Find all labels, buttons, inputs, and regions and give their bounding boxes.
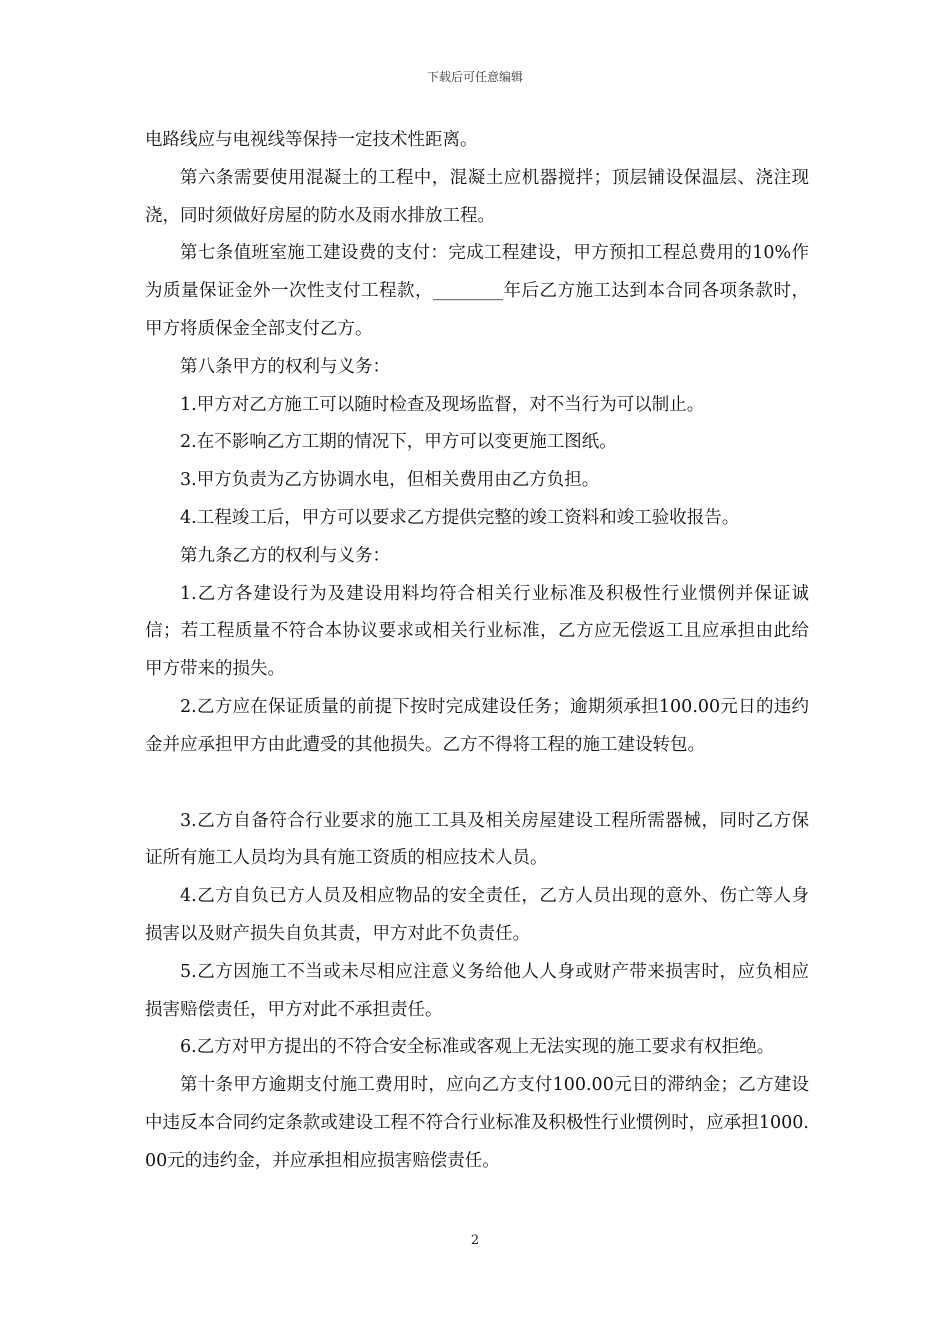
header-note: 下载后可任意编辑 xyxy=(426,70,523,84)
paragraph-group-1 xyxy=(145,122,809,765)
document-body xyxy=(145,122,809,1181)
paragraph: 电路线应与电视线等保持一定技术性距离。 xyxy=(145,130,478,150)
paragraph: 2.在不影响乙方工期的情况下，甲方可以变更施工图纸。 xyxy=(180,432,617,453)
page-number: 2 xyxy=(470,1233,480,1248)
paragraph: 4.工程竣工后，甲方可以要求乙方提供完整的竣工资料和竣工验收报告。 xyxy=(180,507,740,528)
paragraph: 第十条甲方逾期支付施工费用时，应向乙方支付100.00元日的滞纳金；乙方建设中违反本合同约定条款或建设工程不符合行业标准及积极性行业惯例时，应承担1000.00元的违约金，并应承担相应损害赔偿责任。 xyxy=(145,1075,809,1171)
paragraph: 1.乙方各建设行为及建设用料均符合相关行业标准及积极性行业惯例并保证诚信；若工程质量不符合本协议要求或相关行业标准，乙方应无偿返工且应承担由此给甲方带来的损失。 xyxy=(145,583,809,680)
paragraph-gap xyxy=(145,765,809,803)
paragraph: 4.乙方自负已方人员及相应物品的安全责任，乙方人员出现的意外、伤亡等人身损害以及财产损失自负其责，甲方对此不负责任。 xyxy=(145,886,809,944)
paragraph: 第六条需要使用混凝土的工程中，混凝土应机器搅拌；顶层铺设保温层、浇注现浇，同时须做好房屋的防水及雨水排放工程。 xyxy=(145,167,809,226)
paragraph: 6.乙方对甲方提出的不符合安全标准或客观上无法实现的施工要求有权拒绝。 xyxy=(180,1037,775,1058)
paragraph: 5.乙方因施工不当或未尽相应注意义务给他人人身或财产带来损害时，应负相应损害赔偿责任，甲方对此不承担责任。 xyxy=(145,961,809,1020)
paragraph: 第七条值班室施工建设费的支付：完成工程建设，甲方预扣工程总费用的10%作为质量保证金外一次性支付工程款，________年后乙方施工达到本合同各项条款时，甲方将质保金全部支付乙方。 xyxy=(145,243,809,339)
paragraph: 3.乙方自备符合行业要求的施工工具及相关房屋建设工程所需器械，同时乙方保证所有施工人员均为具有施工资质的相应技术人员。 xyxy=(145,810,809,869)
paragraph: 2.乙方应在保证质量的前提下按时完成建设任务；逾期须承担100.00元日的违约金并应承担甲方由此遭受的其他损失。乙方不得将工程的施工建设转包。 xyxy=(145,696,809,755)
paragraph: 第九条乙方的权利与义务： xyxy=(180,545,390,566)
paragraph-group-2 xyxy=(145,803,809,1181)
paragraph: 1.甲方对乙方施工可以随时检查及现场监督，对不当行为可以制止。 xyxy=(180,394,705,415)
paragraph: 第八条甲方的权利与义务： xyxy=(180,356,390,377)
paragraph: 3.甲方负责为乙方协调水电，但相关费用由乙方负担。 xyxy=(180,470,600,491)
